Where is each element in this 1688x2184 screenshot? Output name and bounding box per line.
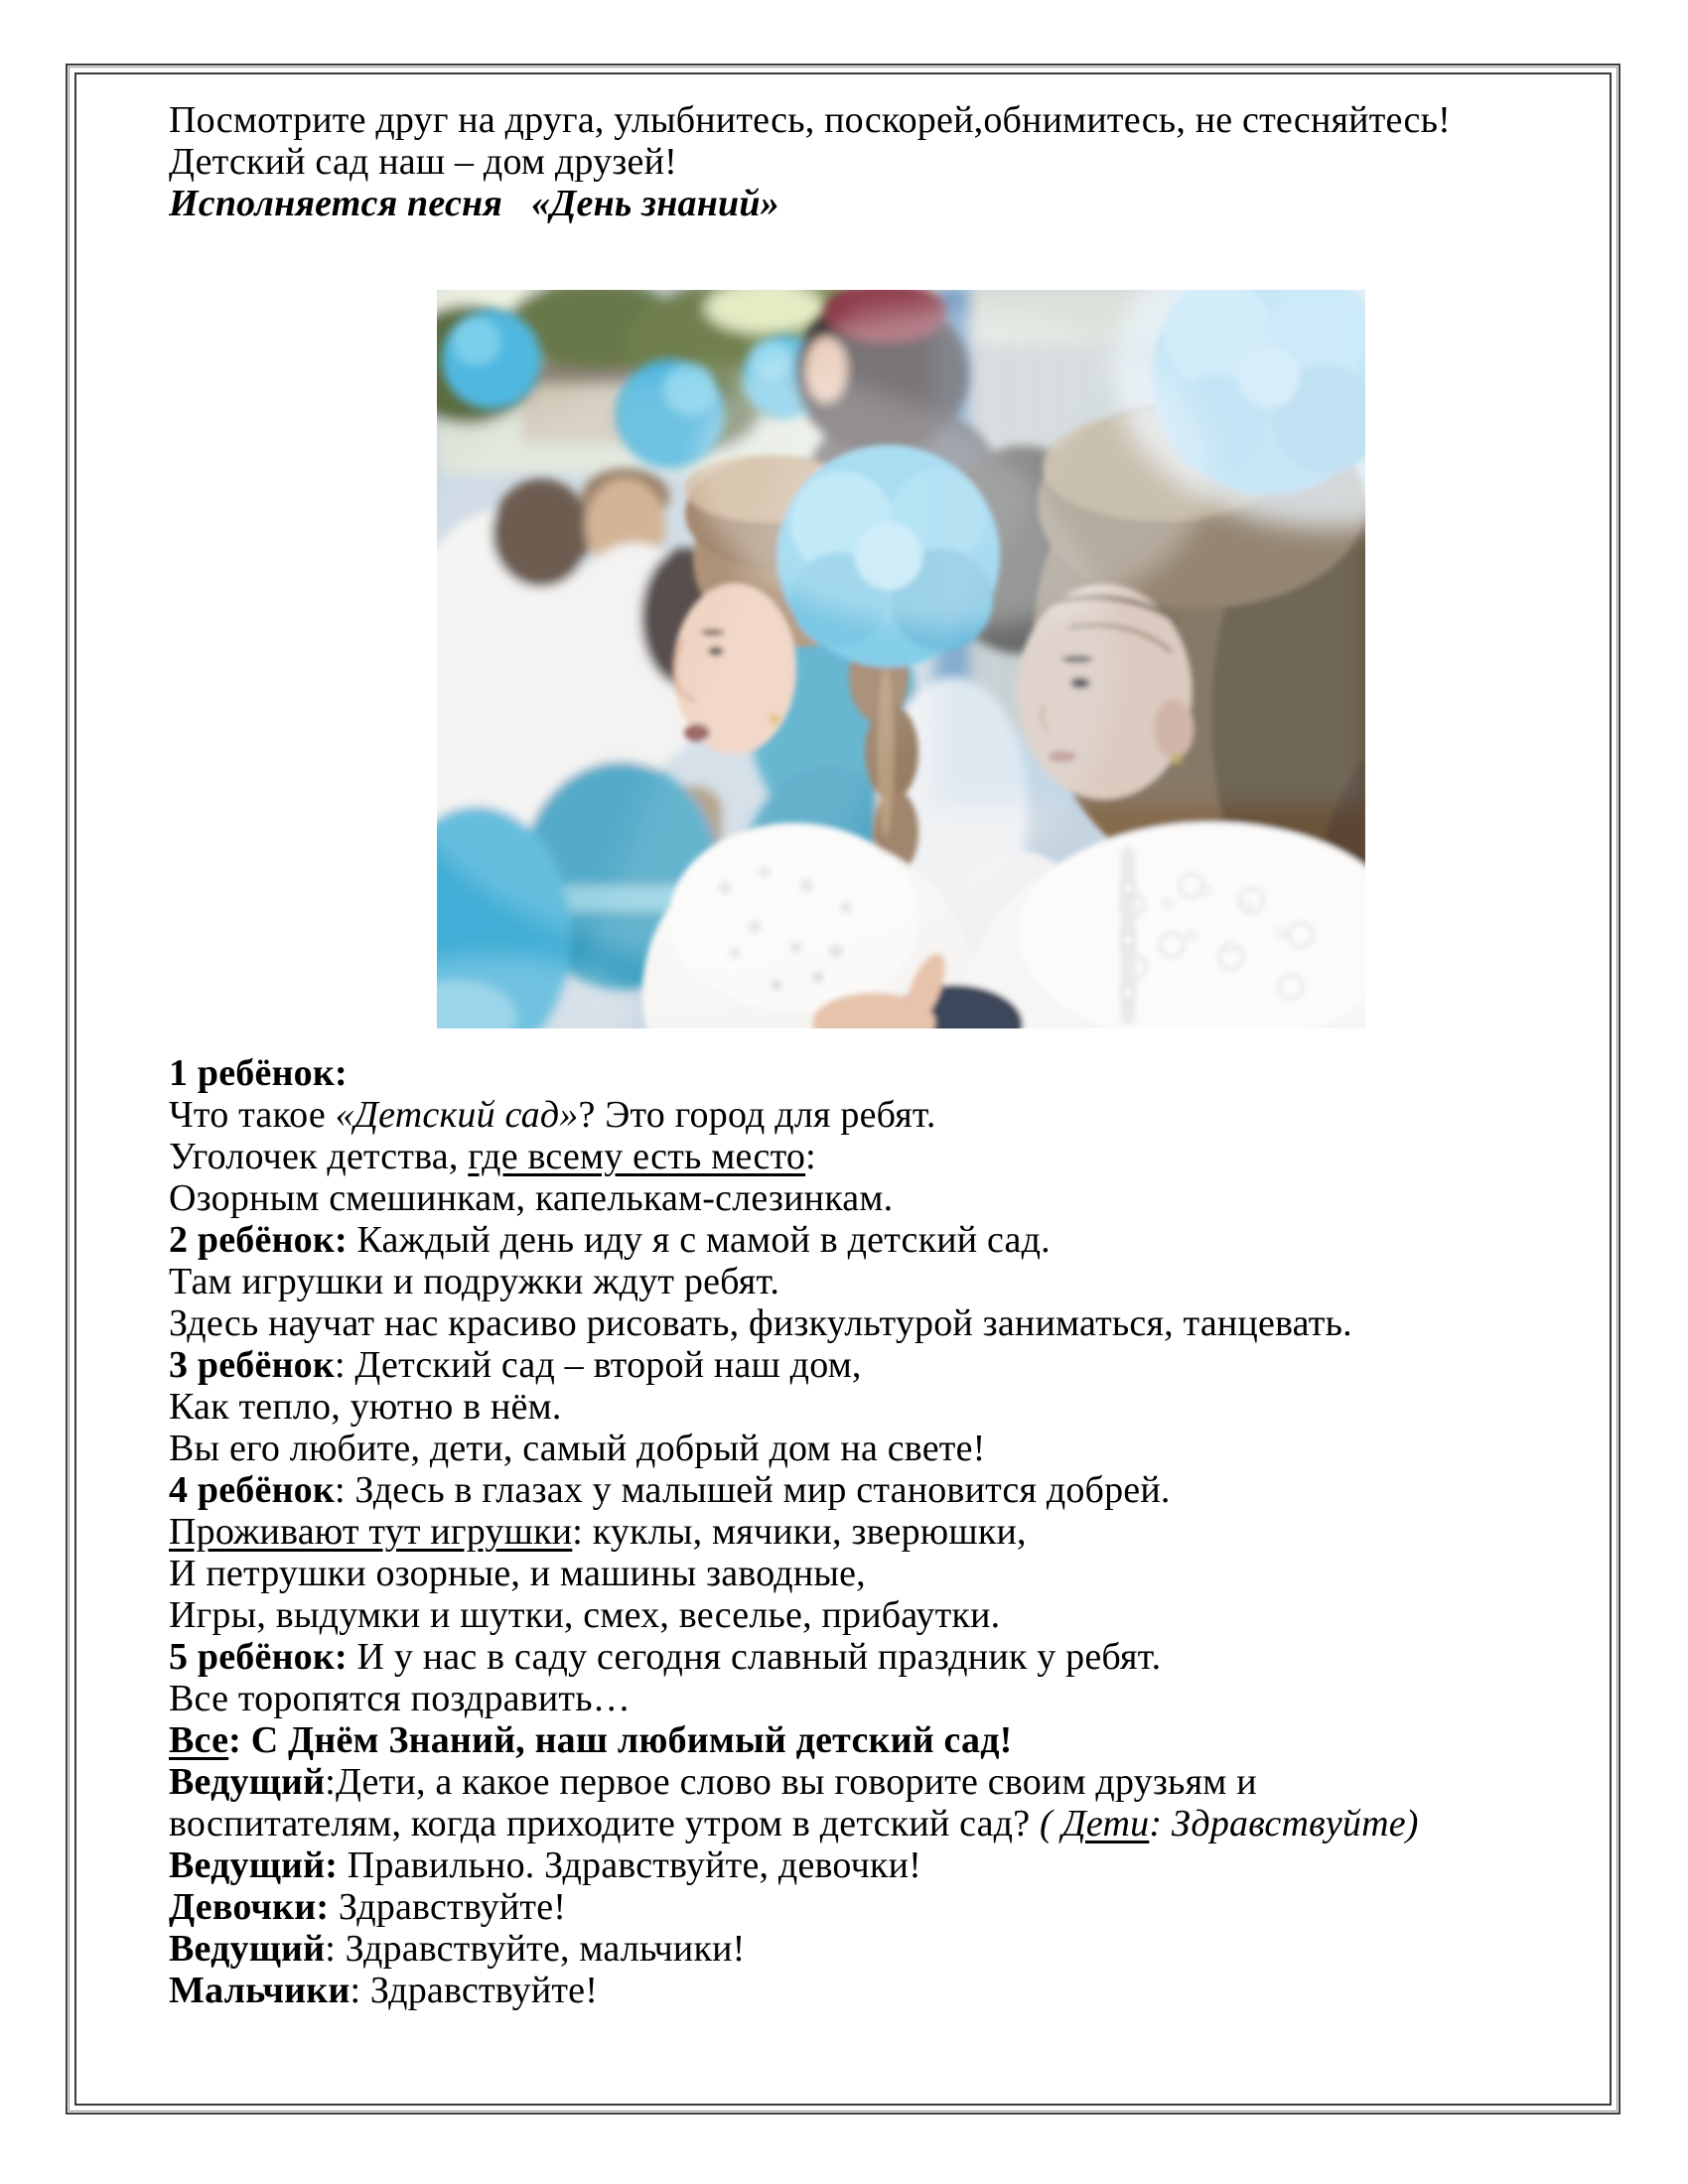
text-segment: Игры, выдумки и шутки, смех, веселье, прибаутки.: [169, 1594, 1001, 1636]
text-segment: : С Днём Знаний, наш любимый детский сад!: [228, 1719, 1013, 1761]
text-segment: Каждый день иду я с мамой в детский сад.: [347, 1219, 1051, 1261]
text-segment: Посмотрите друг на друга, улыбнитесь, поскорей,обнимитесь, не стесняйтесь!: [169, 99, 1451, 141]
text-segment: 1 ребёнок:: [169, 1052, 348, 1094]
text-segment: Проживают тут игрушки: [169, 1511, 573, 1553]
text-segment: «Детский сад»: [335, 1094, 579, 1136]
script-block: [169, 1052, 1549, 2011]
text-segment: 3 ребёнок: [169, 1344, 335, 1386]
text-segment: где всему есть место: [468, 1136, 806, 1177]
text-line: [169, 1719, 1549, 1761]
text-segment: : Здравствуйте!: [350, 1970, 599, 2011]
text-line: [169, 1844, 1549, 1886]
text-line: [169, 1970, 1549, 2011]
text-segment: : Здравствуйте): [1149, 1803, 1419, 1844]
photo-container: [437, 290, 1365, 1028]
text-line: [169, 1511, 1549, 1553]
text-line: [169, 1094, 1549, 1136]
photo-children: [437, 290, 1365, 1028]
text-line: [169, 1136, 1549, 1177]
document-content: [169, 99, 1549, 2011]
text-line: [169, 183, 1549, 224]
text-line: [169, 1219, 1549, 1261]
text-segment: Правильно. Здравствуйте, девочки!: [338, 1844, 921, 1886]
text-line: [169, 99, 1549, 141]
text-segment: (: [1039, 1803, 1062, 1844]
text-line: [169, 1803, 1549, 1844]
text-line: [169, 1052, 1549, 1094]
text-segment: :: [805, 1136, 816, 1177]
text-segment: Там игрушки и подружки ждут ребят.: [169, 1261, 780, 1302]
text-segment: Все торопятся поздравить…: [169, 1678, 631, 1719]
text-segment: И петрушки озорные, и машины заводные,: [169, 1553, 866, 1594]
text-line: [169, 1261, 1549, 1302]
intro-block: [169, 99, 1549, 224]
text-segment: Озорным смешинкам, капелькам-слезинкам.: [169, 1177, 894, 1219]
text-segment: Здесь научат нас красиво рисовать, физкультурой заниматься, танцевать.: [169, 1302, 1352, 1344]
text-segment: : Здесь в глазах у малышей мир становится добрей.: [334, 1469, 1171, 1511]
text-segment: Уголочек детства,: [169, 1136, 469, 1177]
text-segment: Девочки:: [169, 1886, 330, 1928]
text-segment: воспитателям, когда приходите утром в детский сад?: [169, 1803, 1040, 1844]
text-segment: : Детский сад – второй наш дом,: [334, 1344, 862, 1386]
text-segment: Как тепло, уютно в нём.: [169, 1386, 562, 1428]
text-segment: ? Это город для ребят.: [578, 1094, 936, 1136]
text-segment: Ведущий:: [169, 1844, 339, 1886]
text-segment: : Здравствуйте, мальчики!: [325, 1928, 746, 1970]
text-segment: :Дети, а какое первое слово вы говорите своим друзьям и: [325, 1761, 1257, 1803]
text-segment: Мальчики: [169, 1970, 351, 2011]
text-segment: 5 ребёнок:: [169, 1636, 348, 1678]
text-segment: Ведущий: [169, 1761, 326, 1803]
text-line: [169, 1636, 1549, 1678]
text-line: [169, 1344, 1549, 1386]
text-segment: Здравствуйте!: [329, 1886, 567, 1928]
text-line: [169, 1761, 1549, 1803]
text-line: [169, 1177, 1549, 1219]
text-segment: Ведущий: [169, 1928, 326, 1970]
text-segment: Что такое: [169, 1094, 336, 1136]
text-segment: : куклы, мячики, зверюшки,: [572, 1511, 1027, 1553]
text-line: [169, 1428, 1549, 1469]
text-line: [169, 1386, 1549, 1428]
text-segment: Исполняется песня «День знаний»: [169, 183, 779, 224]
text-line: [169, 1928, 1549, 1970]
text-segment: Дети: [1061, 1803, 1150, 1844]
text-line: [169, 1886, 1549, 1928]
text-segment: 4 ребёнок: [169, 1469, 335, 1511]
text-line: [169, 1594, 1549, 1636]
text-segment: И у нас в саду сегодня славный праздник у ребят.: [347, 1636, 1162, 1678]
text-segment: Детский сад наш – дом друзей!: [169, 141, 677, 183]
text-segment: Вы его любите, дети, самый добрый дом на свете!: [169, 1428, 986, 1469]
text-line: [169, 1678, 1549, 1719]
text-line: [169, 1469, 1549, 1511]
text-segment: 2 ребёнок:: [169, 1219, 348, 1261]
text-segment: Все: [169, 1719, 229, 1761]
text-line: [169, 141, 1549, 183]
text-line: [169, 1302, 1549, 1344]
text-line: [169, 1553, 1549, 1594]
